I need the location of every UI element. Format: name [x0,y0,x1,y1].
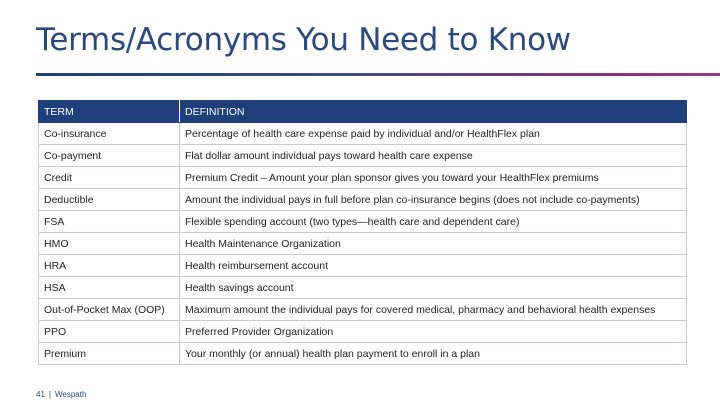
definition-cell: Preferred Provider Organization [180,321,687,343]
table-row [39,233,687,255]
table-header-row [39,101,687,123]
terms-table [38,100,687,365]
table-row [39,299,687,321]
term-cell: Co-payment [39,145,180,167]
term-cell: FSA [39,211,180,233]
definition-cell: Flexible spending account (two types—health care and dependent care) [180,211,687,233]
table-row [39,255,687,277]
term-cell: HMO [39,233,180,255]
definition-cell: Your monthly (or annual) health plan payment to enroll in a plan [180,343,687,365]
table-row [39,277,687,299]
table-row [39,145,687,167]
title-divider [36,73,720,76]
table-row [39,211,687,233]
term-cell: Credit [39,167,180,189]
definition-cell: Health reimbursement account [180,255,687,277]
footer [36,390,86,399]
definition-cell: Health Maintenance Organization [180,233,687,255]
header-term: TERM [39,101,180,123]
page-title: Terms/Acronyms You Need to Know [36,22,571,58]
term-cell: Co-insurance [39,123,180,145]
term-cell: Deductible [39,189,180,211]
header-definition: DEFINITION [180,101,687,123]
term-cell: PPO [39,321,180,343]
definition-cell: Flat dollar amount individual pays toward health care expense [180,145,687,167]
definition-cell: Amount the individual pays in full before plan co-insurance begins (does not include co-payments) [180,189,687,211]
footer-separator: | [48,390,51,399]
table-row [39,123,687,145]
table-row [39,167,687,189]
brand-name: Wespath [54,390,87,399]
term-cell: HRA [39,255,180,277]
definition-cell: Percentage of health care expense paid by individual and/or HealthFlex plan [180,123,687,145]
term-cell: Premium [39,343,180,365]
definition-cell: Maximum amount the individual pays for covered medical, pharmacy and behavioral health expenses [180,299,687,321]
table-row [39,189,687,211]
term-cell: Out-of-Pocket Max (OOP) [39,299,180,321]
page-number: 41 [36,390,45,399]
table-row [39,343,687,365]
definition-cell: Premium Credit – Amount your plan sponsor gives you toward your HealthFlex premiums [180,167,687,189]
term-cell: HSA [39,277,180,299]
definition-cell: Health savings account [180,277,687,299]
table-row [39,321,687,343]
